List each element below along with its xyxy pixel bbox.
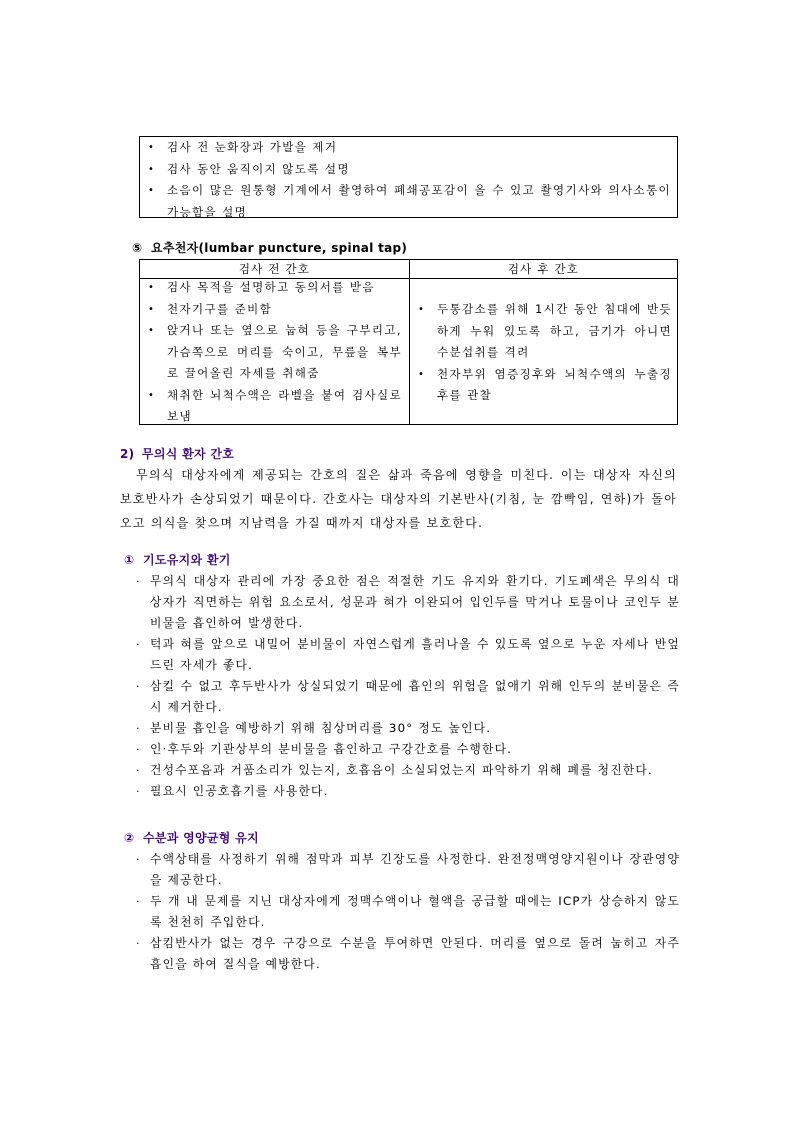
- bullet-icon: ·: [136, 895, 141, 908]
- table-row: [140, 159, 677, 181]
- item-text: 무의식 대상자 관리에 가장 중요한 점은 적절한 기도 유지와 환기다. 기도폐색은 무의식 대상자가 직면하는 위험 요소로서, 성문과 혀가 이완되어 입인두를 막거나 토물이나 코인두 분비물을 흡인하여 발생한다.: [150, 574, 680, 630]
- table-row: [140, 180, 677, 223]
- bullet-text: 천자기구를 준비함: [167, 301, 273, 316]
- col-after-header: 검사 후 간호: [507, 262, 580, 276]
- intro-paragraph: 무의식 대상자에게 제공되는 간호의 질은 삶과 죽음에 영향을 미친다. 이는 대상자 자신의 보호반사가 손상되었기 때문이다. 간호사는 대상자의 기본반사(기침, 눈 깜빡임, 연하)가 돌아오고 의식을 찾으며 지남력을 가질 때까지 대상자를 보호한다.: [120, 468, 677, 530]
- bullet-text: 앉거나 또는 옆으로 눕혀 등을 구부리고, 가슴쪽으로 머리를 숙이고, 무릎을 복부로 끌어올린 자세를 취해줌: [167, 323, 402, 380]
- section-title: 기도유지와 환기: [142, 553, 231, 567]
- unconscious-heading: [120, 445, 234, 462]
- bullet-text: 두통감소를 위해 1시간 동안 침대에 반듯하게 누워 있도록 하고, 금기가 아니면 수분섭취를 격려: [437, 302, 672, 359]
- bullet-icon: •: [148, 142, 156, 153]
- bullet-icon: ·: [136, 722, 141, 735]
- lumbar-heading: [132, 239, 407, 256]
- bullet-text: 소음이 많은 원통형 기계에서 촬영하여 폐쇄공포감이 올 수 있고 촬영기사와 의사소통이 가능함을 설명: [167, 183, 671, 219]
- item-text: 필요시 인공호흡기를 사용한다.: [150, 784, 329, 798]
- section-title: 요추천자(lumbar puncture, spinal tap): [150, 241, 408, 255]
- before-column: [140, 277, 402, 428]
- bullet-icon: ·: [136, 937, 141, 950]
- table-row: [140, 137, 677, 159]
- item-text: 분비물 흡인을 예방하기 위해 침상머리를 30° 정도 높인다.: [150, 721, 492, 735]
- list-item: [120, 718, 680, 739]
- bullet-icon: ·: [136, 680, 141, 693]
- list-item: [120, 933, 680, 975]
- item-text: 턱과 혀를 앞으로 내밀어 분비물이 자연스럽게 흘러나올 수 있도록 옆으로 누운 자세나 반엎드린 자세가 좋다.: [150, 637, 680, 672]
- section-number: 2): [120, 447, 135, 461]
- fluid-heading: [124, 829, 259, 846]
- bullet-icon: •: [418, 304, 426, 315]
- bullet-text: 천자부위 염증징후와 뇌척수액의 누출징후를 관찰: [437, 366, 672, 402]
- list-item: [120, 739, 680, 760]
- col-before-header: 검사 전 간호: [238, 262, 311, 276]
- list-item: [120, 781, 680, 802]
- bullet-icon: •: [148, 185, 156, 196]
- airway-list: [120, 571, 680, 802]
- bullet-text: 검사 전 눈화장과 가발을 제거: [167, 140, 338, 154]
- item-text: 건성수포음과 거품소리가 있는지, 호흡음이 소실되었는지 파악하기 위해 폐를 청진한다.: [150, 763, 653, 777]
- fluid-list: [120, 849, 680, 975]
- list-item: [120, 634, 680, 676]
- list-item: [120, 760, 680, 781]
- bullet-text: 채취한 뇌척수액은 라벨을 붙여 검사실로 보냄: [167, 387, 402, 423]
- precaution-table: [139, 136, 678, 218]
- item-text: 삼킴반사가 없는 경우 구강으로 수분을 투여하면 안된다. 머리를 옆으로 돌려 눕히고 자주 흡인을 하여 질식을 예방한다.: [150, 936, 680, 971]
- bullet-icon: •: [148, 163, 156, 175]
- list-item: [120, 891, 680, 933]
- section-number: ②: [124, 831, 135, 845]
- list-item: [120, 571, 680, 634]
- bullet-text: 검사 목적을 설명하고 동의서를 받음: [167, 280, 375, 294]
- list-item: [120, 676, 680, 718]
- item-text: 인·후두와 기관상부의 분비물을 흡인하고 구강간호를 수행한다.: [150, 742, 513, 756]
- table-row: [410, 364, 672, 407]
- lumbar-table: [139, 259, 678, 425]
- bullet-icon: •: [148, 325, 156, 336]
- item-text: 삼킬 수 없고 후두반사가 상실되었기 때문에 흡인의 위험을 없애기 위해 인두의 분비물은 즉시 제거한다.: [150, 679, 680, 714]
- section-number: ⑤: [132, 241, 143, 255]
- bullet-icon: •: [148, 282, 156, 293]
- bullet-icon: ·: [136, 743, 141, 756]
- list-item: [120, 849, 680, 891]
- item-text: 두 개 내 문제를 지닌 대상자에게 정맥수액이나 혈액을 공급할 때에는 ICP가 상승하지 않도록 천천히 주입한다.: [150, 894, 680, 929]
- section-title: 무의식 환자 간호: [141, 447, 235, 461]
- bullet-icon: •: [148, 303, 156, 315]
- bullet-icon: ·: [136, 764, 141, 777]
- bullet-icon: ·: [136, 638, 141, 651]
- table-row: [410, 299, 672, 364]
- airway-heading: [124, 551, 231, 568]
- bullet-icon: •: [418, 368, 426, 380]
- table-row: [140, 299, 402, 321]
- bullet-icon: ·: [136, 785, 141, 798]
- bullet-icon: •: [148, 389, 156, 401]
- section-number: ①: [124, 553, 135, 567]
- item-text: 수액상태를 사정하기 위해 점막과 피부 긴장도를 사정한다. 완전정맥영양지원이나 장관영양을 제공한다.: [150, 852, 680, 887]
- section-title: 수분과 영양균형 유지: [142, 831, 259, 845]
- bullet-icon: ·: [136, 575, 141, 588]
- table-row: [140, 277, 402, 299]
- after-column: [410, 299, 672, 407]
- table-row: [140, 320, 402, 385]
- bullet-icon: ·: [136, 853, 141, 866]
- table-row: [140, 385, 402, 428]
- bullet-text: 검사 동안 움직이지 않도록 설명: [167, 161, 350, 176]
